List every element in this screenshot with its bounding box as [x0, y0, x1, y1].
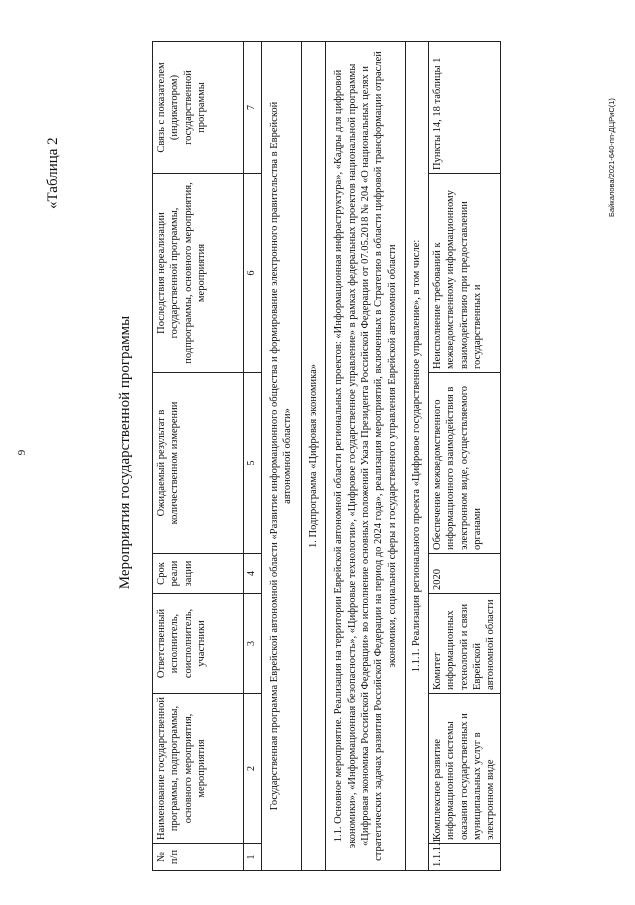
project-title: 1.1.1. Реализация регионального проекта «Цифровое государственное управление», в том числе:: [406, 42, 428, 871]
header-cell: Наименование государственной программы, подпрограммы, основного мероприятия, мероприятия: [153, 694, 244, 844]
header-cell: Ответственный исполнитель, соисполнитель, участники: [153, 594, 244, 694]
column-number: 4: [244, 554, 262, 594]
row-link: Пункты 14, 18 таблицы 1: [428, 42, 500, 174]
header-row: [153, 42, 244, 871]
row-consequence: Неисполнение требований к межведомственному информационному взаимодействию при предоставлении государственных и: [428, 174, 500, 373]
program-title: Государственная программа Еврейской автономной области «Развитие информационного общества и формирование электронного правительства в Еврейской автономной области»: [261, 42, 301, 871]
table-row: [428, 42, 500, 871]
subprogram-title: 1. Подпрограмма «Цифровая экономика»: [301, 42, 325, 871]
page-number: 9: [16, 449, 28, 456]
header-cell: № п/п: [153, 844, 244, 871]
program-row: [261, 42, 301, 871]
project-row: [406, 42, 428, 871]
header-cell: Последствия нереализации государственной программы, подпрограммы, основного мероприятия, мероприятия: [153, 174, 244, 373]
main-event-row: [326, 42, 406, 871]
row-result: Обеспечение межведомственного информационного взаимодействия в электронном виде, осуществляемого органами: [428, 373, 500, 554]
header-cell: Срок реали зации: [153, 554, 244, 594]
main-event-text: 1.1. Основное мероприятие. Реализация на территории Еврейской автономной области региональных проектов: «Информационная инфраструктура», «Кадры для цифровой экономики», «Информационная безопасность», «Цифровые технологии», «Цифровое государственное управление» в рамках федеральных проектов национальной программы «Цифровая экономика Российской Федерации» во исполнение основных положений Указа Президента Российской Федерации от 07.05.2018 № 204 «О национальных целях и стратегических задачах развития Российской Федерации на период до 2024 года», реализация мероприятий, включенных в Стратегию в области цифровой трансформации отраслей экономики, социальной сферы и государственного управления Еврейской автономной области: [326, 42, 406, 871]
subprogram-row: [301, 42, 325, 871]
events-table: [152, 41, 501, 871]
column-number: 3: [244, 594, 262, 694]
column-number: 5: [244, 373, 262, 554]
column-number: 1: [244, 844, 262, 871]
header-cell: Связь с показателем (индикатором) государственной программы: [153, 42, 244, 174]
table-label: «Таблица 2: [45, 137, 61, 209]
column-number: 7: [244, 42, 262, 174]
column-number-row: [244, 42, 262, 871]
document-footer: Байкалова/2021-640-пп-ДЦРиС(1): [607, 98, 616, 217]
page-title: Мероприятия государственной программы: [117, 315, 133, 590]
row-name: Комплексное развитие информационной системы оказания государственных и муниципальных услуг в электронном виде: [428, 694, 500, 844]
row-term: 2020: [428, 554, 500, 594]
row-number: 1.1.1.1: [428, 844, 500, 871]
row-executor: Комитет информационных технологий и связи Еврейской автономной области: [428, 594, 500, 694]
header-cell: Ожидаемый результат в количественном измерении: [153, 373, 244, 554]
column-number: 2: [244, 694, 262, 844]
column-number: 6: [244, 174, 262, 373]
